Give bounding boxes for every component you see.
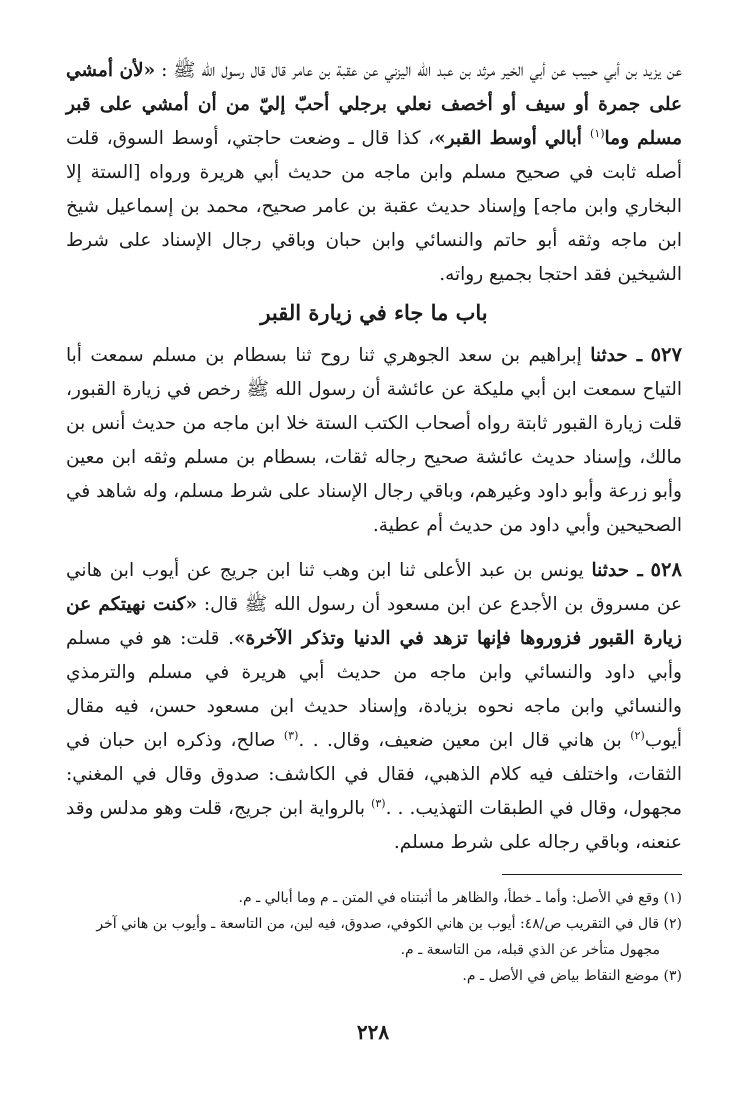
hadith-commentary: . قلت: هو في مسلم وأبي داود والنسائي وابن ماجه من حديث أبي هريرة في مسلم والترمذي والنسائي وابن ماجه نحوه بزيادة، وإسناد حديث ابن مسعود حسن، فيه مقال أيوب xyxy=(66,628,682,751)
page-body xyxy=(66,54,682,989)
prophetic-quote-end: أبالي أوسط القبر» xyxy=(434,128,591,149)
prophetic-quote: «كنت نهيتكم عن زيارة القبور فزوروها فإنها تزهد في الدنيا وتذكر الآخرة» xyxy=(66,594,682,649)
haddathana-label: ـ حدثنا xyxy=(591,560,643,581)
hadith-text: إبراهيم بن سعد الجوهري ثنا روح ثنا بسطام بن مسلم سمعت أبا التياح سمعت ابن أبي مليكة عن عائشة أن رسول الله ﷺ رخص في زيارة القبور، قلت زيارة القبور ثابتة رواه أصحاب الكتب الستة خلا ابن ماجه من حديث أنس بن مالك، وإسناد حديث عائشة صحيح رجاله ثقات، بسطام بن مسلم وثقه ابن معين وأبو زرعة وأبو داود وغيرهم، وباقي رجال الإسناد على شرط مسلم، وله شاهد في الصحيحين وأبي داود من حديث أم عطية. xyxy=(66,345,682,536)
opening-commentary: ، كذا قال ـ وضعت حاجتي، أوسط السوق، قلت أصله ثابت في صحيح مسلم وابن ماجه من حديث أبي هريرة ورواه [الستة إلا البخاري وابن ماجه] وإسناد حديث عقبة بن عامر صحيح، محمد بن إسماعيل شيخ ابن ماجه وثقه أبو حاتم والنسائي وابن حبان وباقي رجال الإسناد على شرط الشيخين فقد احتجا بجميع رواته. xyxy=(66,128,682,285)
haddathana-label: ـ حدثنا xyxy=(590,345,643,366)
opening-paragraph xyxy=(66,54,682,292)
hadith-528 xyxy=(66,553,682,860)
hadith-commentary: صالح، وذكره ابن حبان في الثقات، واختلف فيه كلام الذهبي، فقال في الكاشف: صدوق وقال في المغني: مجهول، وقال في الطبقات التهذيب. . . xyxy=(66,730,682,819)
page-number: ٢٢٨ xyxy=(356,1020,390,1044)
footnote-divider xyxy=(502,874,682,875)
prophetic-quote: «لأن أمشي على جمرة أو سيف أو أخصف نعلي برجلي أحبّ إليّ من أن أمشي على قبر مسلم وما xyxy=(66,60,682,149)
hadith-commentary: بن هاني قال ابن معين ضعيف، وقال. . . xyxy=(298,730,631,751)
opening-text: عن يزيد بن أبي حبيب عن أبي الخير مرثد بن عبد الله اليزني عن عقبة بن عامر قال قال رسول الله ﷺ : xyxy=(155,60,682,81)
footnote-1: (١) وقع في الأصل: وأما ـ خطأ، والظاهر ما أثبتناه في المتن ـ م وما أبالي ـ م. xyxy=(238,890,682,906)
chapter-heading: باب ما جاء في زيارة القبر xyxy=(260,300,488,325)
footnote-marker-2[interactable]: (٢) xyxy=(630,728,645,742)
footnote-2-continued: مجهول متأخر عن الذي قبله، من التاسعة ـ م. xyxy=(400,942,660,958)
footnote-marker-3[interactable]: (٣) xyxy=(283,728,299,742)
footnote-marker-3[interactable]: (٣) xyxy=(371,796,386,810)
footnote-3: (٣) موضع النقاط بياض في الأصل ـ م. xyxy=(462,968,682,984)
hadith-commentary: بالرواية ابن جريج، قلت وهو مدلس وقد عنعنه، وباقي رجاله على شرط مسلم. xyxy=(66,798,682,853)
hadith-527 xyxy=(66,338,682,543)
hadith-number: ٥٢٨ xyxy=(650,558,682,581)
hadith-isnad: يونس بن عبد الأعلى ثنا ابن وهب ثنا ابن جريج عن أيوب ابن هاني عن مسروق بن الأجدع عن ابن مسعود أن رسول الله ﷺ قال: xyxy=(66,560,683,615)
hadith-number: ٥٢٧ xyxy=(650,343,682,366)
footnote-2: (٢) قال في التقريب ص/٤٨: أيوب بن هاني الكوفي، صدوق، فيه لين، من التاسعة ـ وأيوب بن هاني آخر xyxy=(96,916,682,932)
footnote-marker-1[interactable]: (١) xyxy=(590,126,605,140)
